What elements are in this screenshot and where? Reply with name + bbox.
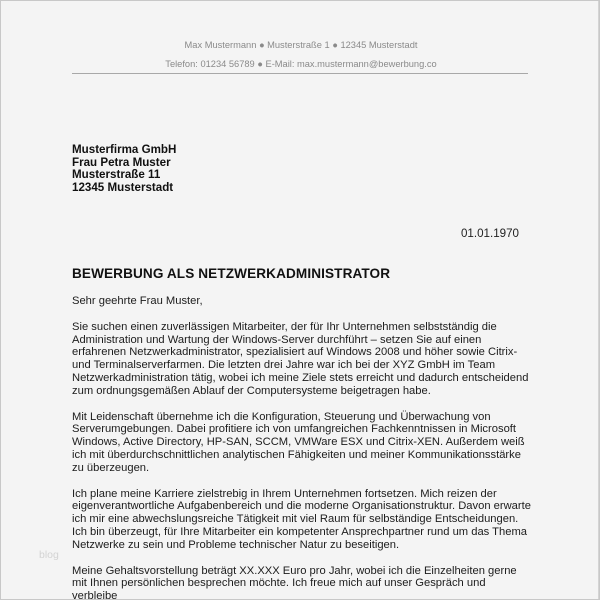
salutation: Sehr geehrte Frau Muster, [72,295,203,307]
recipient-company: Musterfirma GmbH [72,143,177,156]
paragraph-skills [72,411,542,475]
text-line: erfahrenen Netzwerkadministrator, spezialisiert auf Windows 2008 und höher sowie Citrix- [72,346,518,359]
text-line: ich mit überdurchschnittlichen analytischen Fähigkeiten und meiner Kommunikationsstärke [72,448,521,461]
sender-address-line: Max Mustermann ● Musterstraße 1 ● 12345 Musterstadt [184,40,418,50]
text-line: eigenverantwortliche Aufgabenbereich und die moderne Organisationstruktur. Davon erwarte [72,500,531,513]
text-line: Windows, Active Directory, HP-SAN, SCCM, VMWare ESX und Citrix-XEN. Außerdem weiß [72,436,525,449]
text-line: Netzwerkadministration tätig, wobei ich meine Ziele stets erreicht und dadurch entscheidend [72,371,529,384]
text-line: Ich plane meine Karriere zielstrebig in Ihrem Unternehmen fortsetzen. Mich reizen der [72,487,497,500]
text-line: mit Ihnen persönlichen besprechen möchte. Ich freue mich auf unser Gespräch und [72,577,486,590]
header-divider [72,73,528,74]
text-line: zu überzeugen. [72,461,150,474]
text-line: Serverumgebungen. Dabei profitiere ich von umfangreichen Fachkenntnissen in Microsoft [72,423,517,436]
sender-header [1,36,599,74]
letter-subject: BEWERBUNG ALS NETZWERKADMINISTRATOR [72,266,391,281]
watermark-text: blog [39,549,59,561]
text-line: Meine Gehaltsvorstellung beträgt XX.XXX Euro pro Jahr, wobei ich die Einzelheiten gerne [72,564,517,577]
text-line: Ich bin überzeugt, für Ihre Mitarbeiter ein kompetenter Ansprechpartner rund um das Thema [72,525,527,538]
letter-date: 01.01.1970 [460,227,519,240]
paragraph-salary [72,565,542,599]
text-line: zum ordnungsgemäßen Ablauf der Computersysteme beigetragen habe. [72,384,431,397]
text-line: Sie suchen einen zuverlässigen Mitarbeiter, der für Ihr Unternehmen selbstständig die [72,320,497,333]
recipient-address [72,144,176,195]
paragraph-motivation [72,488,542,552]
text-line: verbleibe [72,590,118,599]
text-line: Administration und Wartung der Windows-Server durchführt – setzen Sie auf einen [72,333,482,346]
recipient-city: 12345 Musterstadt [72,181,174,195]
letter-body [72,295,542,599]
text-line: Mit Leidenschaft übernehme ich die Konfiguration, Steuerung und Überwachung von [72,410,491,423]
text-line: ich mir eine abwechslungsreiche Tätigkeit mit viel Raum für selbständige Entscheidungen. [72,513,519,526]
text-line: Netzwerke zu sein und Probleme technischer Natur zu beseitigen. [72,538,400,551]
paragraph-intro [72,321,542,398]
recipient-name: Frau Petra Muster [72,155,171,169]
sender-contact-line: Telefon: 01234 56789 ● E-Mail: max.mustermann@bewerbung.co [165,59,437,69]
recipient-street: Musterstraße 11 [72,168,161,182]
text-line: und Terminalserverfarmen. Die letzten drei Jahre war ich bei der XYZ GmbH im Team [72,359,496,372]
letter-page [1,1,599,599]
